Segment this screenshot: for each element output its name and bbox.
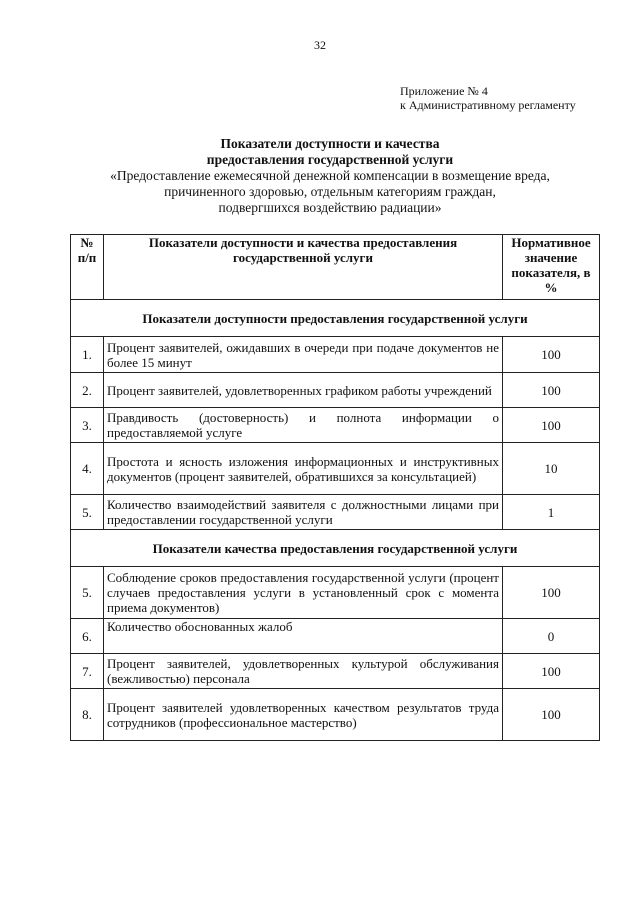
row-text: Процент заявителей, ожидавших в очереди при подаче документов не более 15 минут — [104, 337, 503, 373]
section-title: Показатели качества предоставления государственной услуги — [71, 530, 600, 567]
row-num: 6. — [71, 619, 104, 654]
document-title — [60, 136, 600, 216]
table-row — [71, 689, 600, 741]
table-row — [71, 408, 600, 443]
row-num: 7. — [71, 654, 104, 689]
row-num: 1. — [71, 337, 104, 373]
page-number: 32 — [314, 38, 326, 52]
section-title: Показатели доступности предоставления государственной услуги — [71, 300, 600, 337]
row-value: 100 — [503, 654, 600, 689]
section-row-availability — [71, 300, 600, 337]
title-line-4: причиненного здоровью, отдельным категориям граждан, — [164, 184, 496, 199]
row-text: Процент заявителей, удовлетворенных культурой обслуживания (вежливостью) персонала — [104, 654, 503, 689]
title-line-2: предоставления государственной услуги — [206, 152, 454, 167]
table-row — [71, 373, 600, 408]
header-num: № п/п — [71, 235, 104, 300]
row-num: 8. — [71, 689, 104, 741]
row-value: 1 — [503, 495, 600, 530]
header-value: Нормативное значение показателя, в % — [503, 235, 600, 300]
title-line-1: Показатели доступности и качества — [220, 136, 440, 151]
row-num: 3. — [71, 408, 104, 443]
row-value: 100 — [503, 408, 600, 443]
row-num: 2. — [71, 373, 104, 408]
row-num: 4. — [71, 443, 104, 495]
row-value: 100 — [503, 689, 600, 741]
row-value: 0 — [503, 619, 600, 654]
table-row — [71, 443, 600, 495]
appendix-line-1: Приложение № 4 — [400, 84, 488, 98]
row-text: Правдивость (достоверность) и полнота информации о предоставляемой услуге — [104, 408, 503, 443]
table-row — [71, 567, 600, 619]
row-text: Простота и ясность изложения информационных и инструктивных документов (процент заявителей, обратившихся за консультацией) — [104, 443, 503, 495]
table-header-row — [71, 235, 600, 300]
table-row — [71, 337, 600, 373]
table-row — [71, 495, 600, 530]
row-text: Количество взаимодействий заявителя с должностными лицами при предоставлении государственной услуги — [104, 495, 503, 530]
row-value: 100 — [503, 567, 600, 619]
row-num: 5. — [71, 567, 104, 619]
row-text: Соблюдение сроков предоставления государственной услуги (процент случаев предоставления услуги в установленный срок с момента приема документов) — [104, 567, 503, 619]
row-num: 5. — [71, 495, 104, 530]
table-row — [71, 654, 600, 689]
table-row — [71, 619, 600, 654]
header-indicator: Показатели доступности и качества предоставления государственной услуги — [104, 235, 503, 300]
section-row-quality — [71, 530, 600, 567]
row-text: Процент заявителей, удовлетворенных графиком работы учреждений — [104, 373, 503, 408]
row-value: 100 — [503, 373, 600, 408]
indicators-table — [70, 234, 600, 741]
appendix-line-2: к Административному регламенту — [400, 98, 576, 112]
row-value: 100 — [503, 337, 600, 373]
title-line-3: «Предоставление ежемесячной денежной компенсации в возмещение вреда, — [110, 168, 550, 183]
appendix-label — [400, 84, 576, 112]
row-text: Процент заявителей удовлетворенных качеством результатов труда сотрудников (профессиональное мастерство) — [104, 689, 503, 741]
title-line-5: подвергшихся воздействию радиации» — [218, 200, 442, 215]
row-value: 10 — [503, 443, 600, 495]
row-text: Количество обоснованных жалоб — [104, 619, 503, 654]
